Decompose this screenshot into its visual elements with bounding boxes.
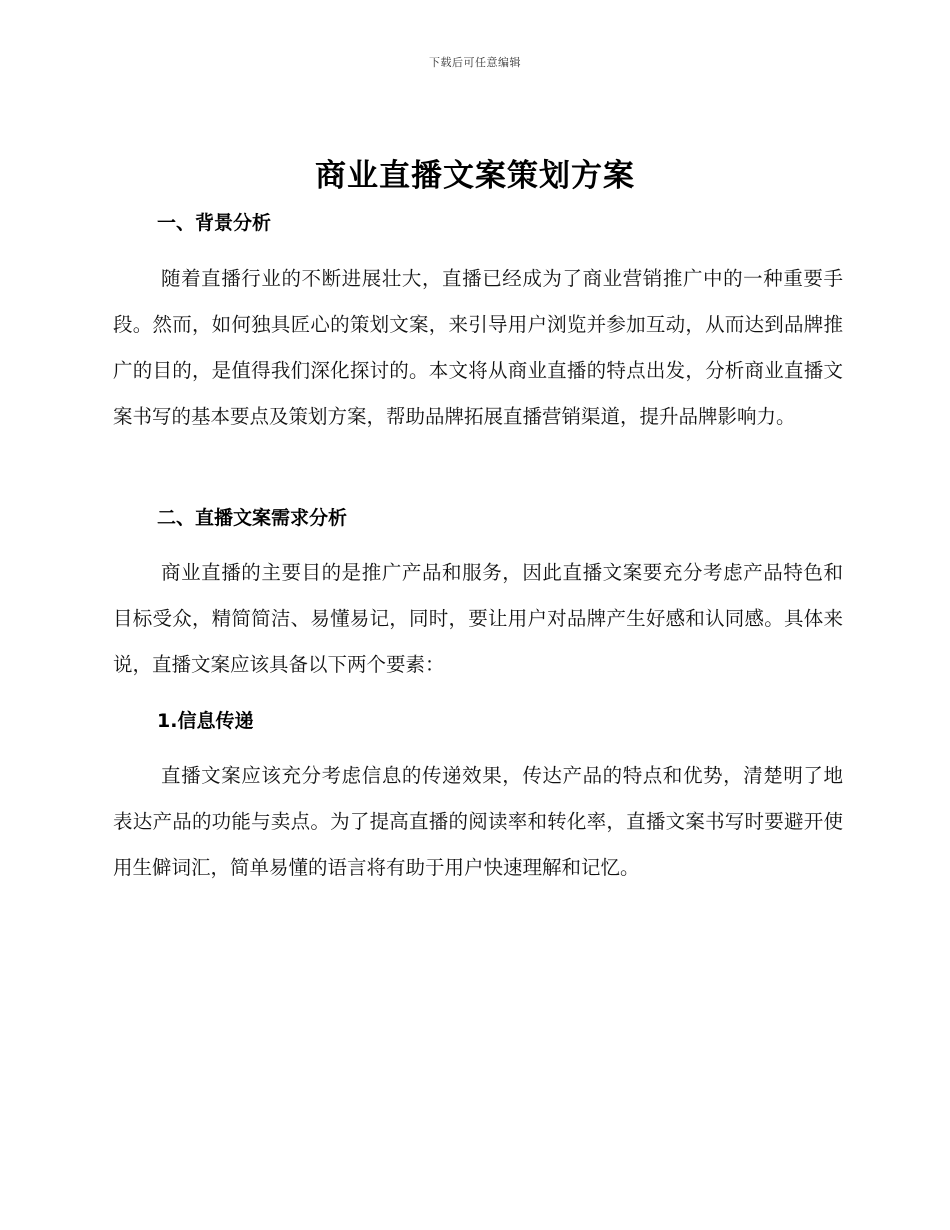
paragraph-background: 随着直播行业的不断进展壮大，直播已经成为了商业营销推广中的一种重要手段。然而，如何独具匠心的策划文案，来引导用户浏览并参加互动，从而达到品牌推广的目的，是值得我们深化探讨的。本文将从商业直播的特点出发，分析商业直播文案书写的基本要点及策划方案，帮助品牌拓展直播营销渠道，提升品牌影响力。 xyxy=(113,267,843,428)
header-note: 下载后可任意编辑 xyxy=(429,56,521,69)
section-heading-background: 一、背景分析 xyxy=(157,212,272,234)
paragraph-needs-analysis: 商业直播的主要目的是推广产品和服务，因此直播文案要充分考虑产品特色和目标受众，精简简洁、易懂易记，同时，要让用户对品牌产生好感和认同感。具体来说，直播文案应该具备以下两个要素： xyxy=(113,561,843,676)
section-heading-needs-analysis: 二、直播文案需求分析 xyxy=(157,507,348,529)
document-title: 商业直播文案策划方案 xyxy=(315,158,635,194)
paragraph-information-delivery: 直播文案应该充分考虑信息的传递效果，传达产品的特点和优势，清楚明了地表达产品的功能与卖点。为了提高直播的阅读率和转化率，直播文案书写时要避开使用生僻词汇，简单易懂的语言将有助于用户快速理解和记忆。 xyxy=(113,764,843,879)
subheading-information-delivery: 1.信息传递 xyxy=(157,710,254,732)
